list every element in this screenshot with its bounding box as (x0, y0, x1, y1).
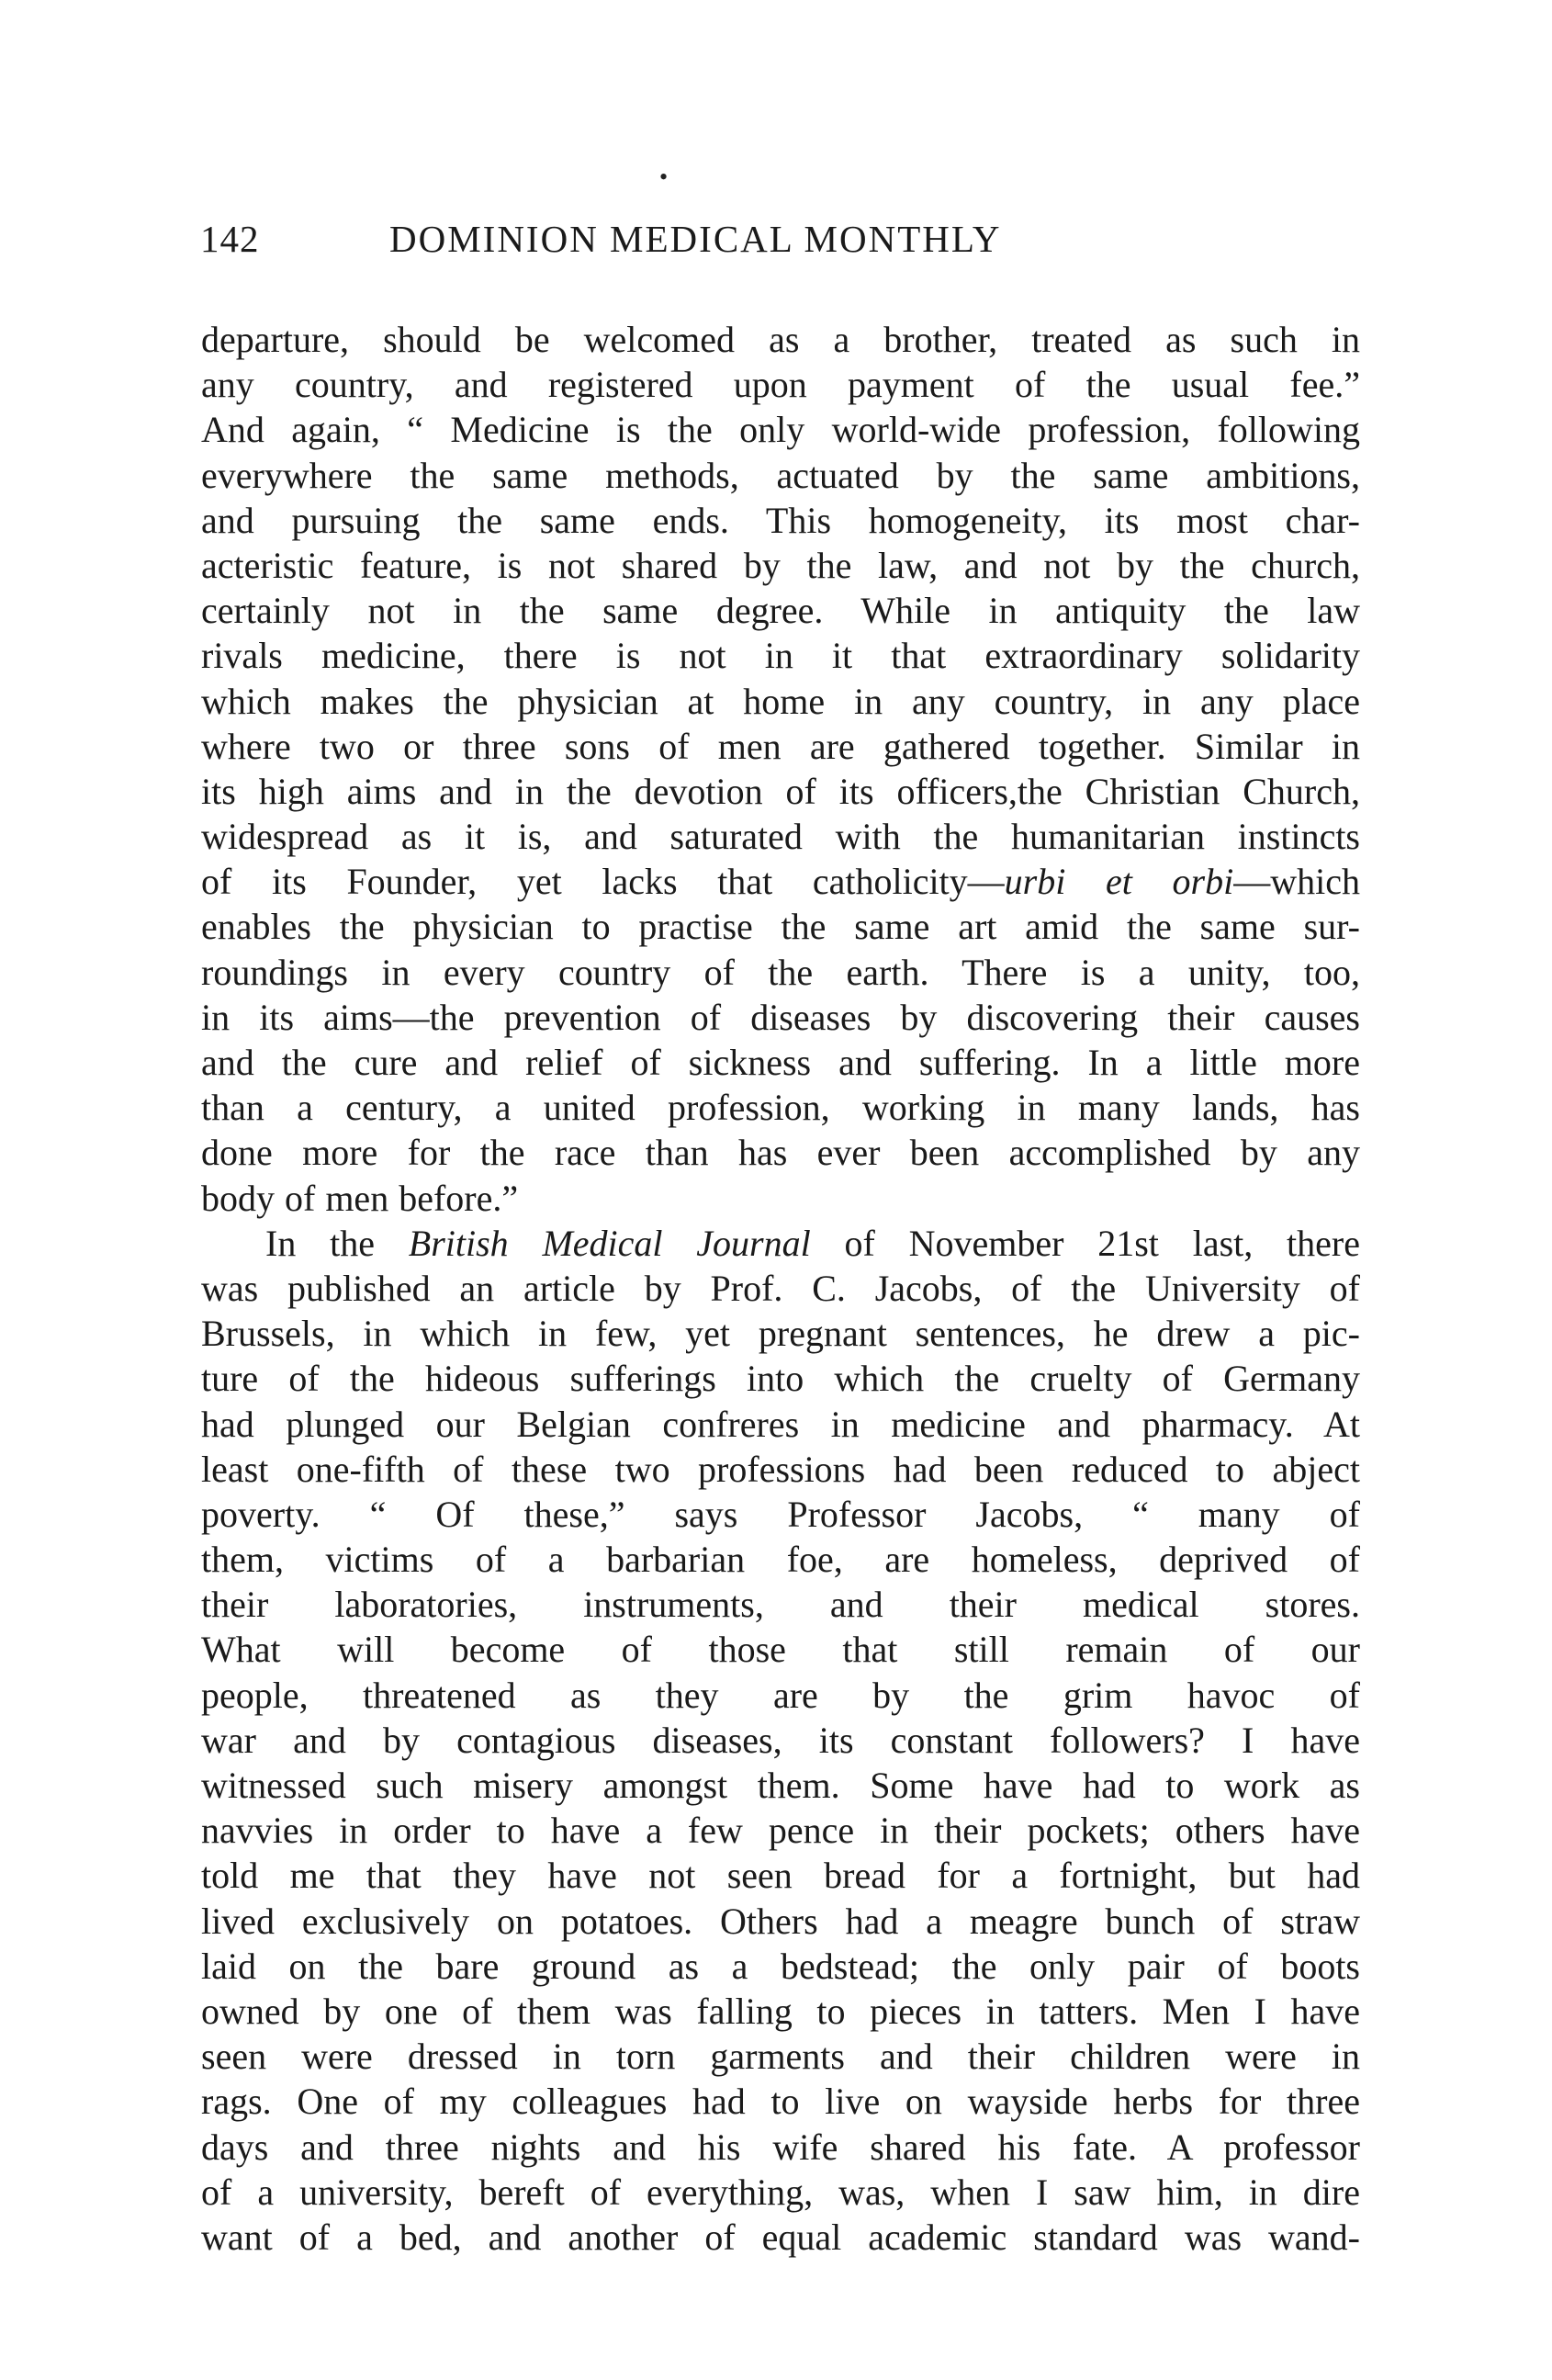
text-line: least one-fifth of these two professions had been reduced to abject (201, 1448, 1360, 1490)
text-line: them, victims of a barbarian foe, are homeless, deprived of (201, 1539, 1360, 1581)
page-number: 142 (200, 218, 260, 260)
text-line: war and by contagious diseases, its constant followers? I have (201, 1719, 1360, 1761)
text-line: navvies in order to have a few pence in their pockets; others have (201, 1810, 1360, 1852)
text-line (201, 859, 1360, 904)
text-line: Brussels, in which in few, yet pregnant sentences, he drew a pic- (201, 1313, 1360, 1355)
text-line: widespread as it is, and saturated with the humanitarian instincts (201, 816, 1360, 858)
text-line: poverty. “ Of these,” says Professor Jacobs, “ many of (201, 1493, 1360, 1535)
text-line: had plunged our Belgian confreres in medicine and pharmacy. At (201, 1403, 1360, 1445)
text-line: What will become of those that still remain of our (201, 1629, 1360, 1671)
text-line: which makes the physician at home in any country, in any place (201, 680, 1360, 722)
text-line: And again, “ Medicine is the only world-wide profession, following (201, 409, 1360, 451)
text-segment: —which (1233, 861, 1360, 903)
text-line: in its aims—the prevention of diseases by discovering their causes (201, 996, 1360, 1038)
text-line: people, threatened as they are by the grim havoc of (201, 1674, 1360, 1716)
text-line: of a university, bereft of everything, was, when I saw him, in dire (201, 2171, 1360, 2213)
text-line: rags. One of my colleagues had to live on wayside herbs for three (201, 2081, 1360, 2123)
text-line: and pursuing the same ends. This homogeneity, its most char- (201, 499, 1360, 541)
text-line: done more for the race than has ever been accomplished by any (201, 1132, 1360, 1174)
text-segment: of November 21st last, there (810, 1222, 1360, 1264)
text-line: seen were dressed in torn garments and their children were in (201, 2036, 1360, 2078)
text-line: witnessed such misery amongst them. Some have had to work as (201, 1765, 1360, 1806)
text-line: than a century, a united profession, working in many lands, has (201, 1087, 1360, 1129)
text-line: where two or three sons of men are gathered together. Similar in (201, 725, 1360, 767)
text-line: its high aims and in the devotion of its officers,the Christian Church, (201, 770, 1360, 812)
page-header (200, 217, 1357, 272)
text-line: days and three nights and his wife shared his fate. A professor (201, 2126, 1360, 2168)
text-line: roundings in every country of the earth. There is a unity, too, (201, 951, 1360, 993)
text-line: enables the physician to practise the same art amid the same sur- (201, 906, 1360, 948)
text-line: and the cure and relief of sickness and suffering. In a little more (201, 1042, 1360, 1083)
text-line: rivals medicine, there is not in it that extraordinary solidarity (201, 635, 1360, 677)
text-segment: In the (265, 1222, 409, 1264)
text-line (201, 1221, 1360, 1266)
text-line: certainly not in the same degree. While in antiquity the law (201, 590, 1360, 632)
text-line: lived exclusively on potatoes. Others had a meagre bunch of straw (201, 1900, 1360, 1942)
text-line: was published an article by Prof. C. Jacobs, of the University of (201, 1267, 1360, 1309)
text-line: departure, should be welcomed as a brother, treated as such in (201, 319, 1360, 360)
text-line: want of a bed, and another of equal academic standard was wand- (201, 2216, 1360, 2258)
text-line: owned by one of them was falling to pieces in tatters. Men I have (201, 1990, 1360, 2032)
text-line: acteristic feature, is not shared by the law, and not by the church, (201, 544, 1360, 586)
printer-ornament: • (659, 164, 669, 190)
text-line: laid on the bare ground as a bedstead; the only pair of boots (201, 1945, 1360, 1987)
journal-title: British Medical Journal (408, 1222, 811, 1264)
text-line: told me that they have not seen bread for a fortnight, but had (201, 1855, 1360, 1897)
text-line: any country, and registered upon payment of the usual fee.” (201, 364, 1360, 406)
body-text (201, 317, 1360, 2260)
text-segment: of its Founder, yet lacks that catholicity— (201, 861, 1005, 903)
text-line: body of men before.” (201, 1177, 519, 1219)
running-title: DOMINION MEDICAL MONTHLY (389, 218, 1002, 260)
text-line: everywhere the same methods, actuated by the same ambitions, (201, 454, 1360, 496)
text-line: ture of the hideous sufferings into which the cruelty of Germany (201, 1358, 1360, 1400)
latin-phrase: urbi et orbi (1004, 861, 1234, 903)
text-line: their laboratories, instruments, and their medical stores. (201, 1584, 1360, 1626)
